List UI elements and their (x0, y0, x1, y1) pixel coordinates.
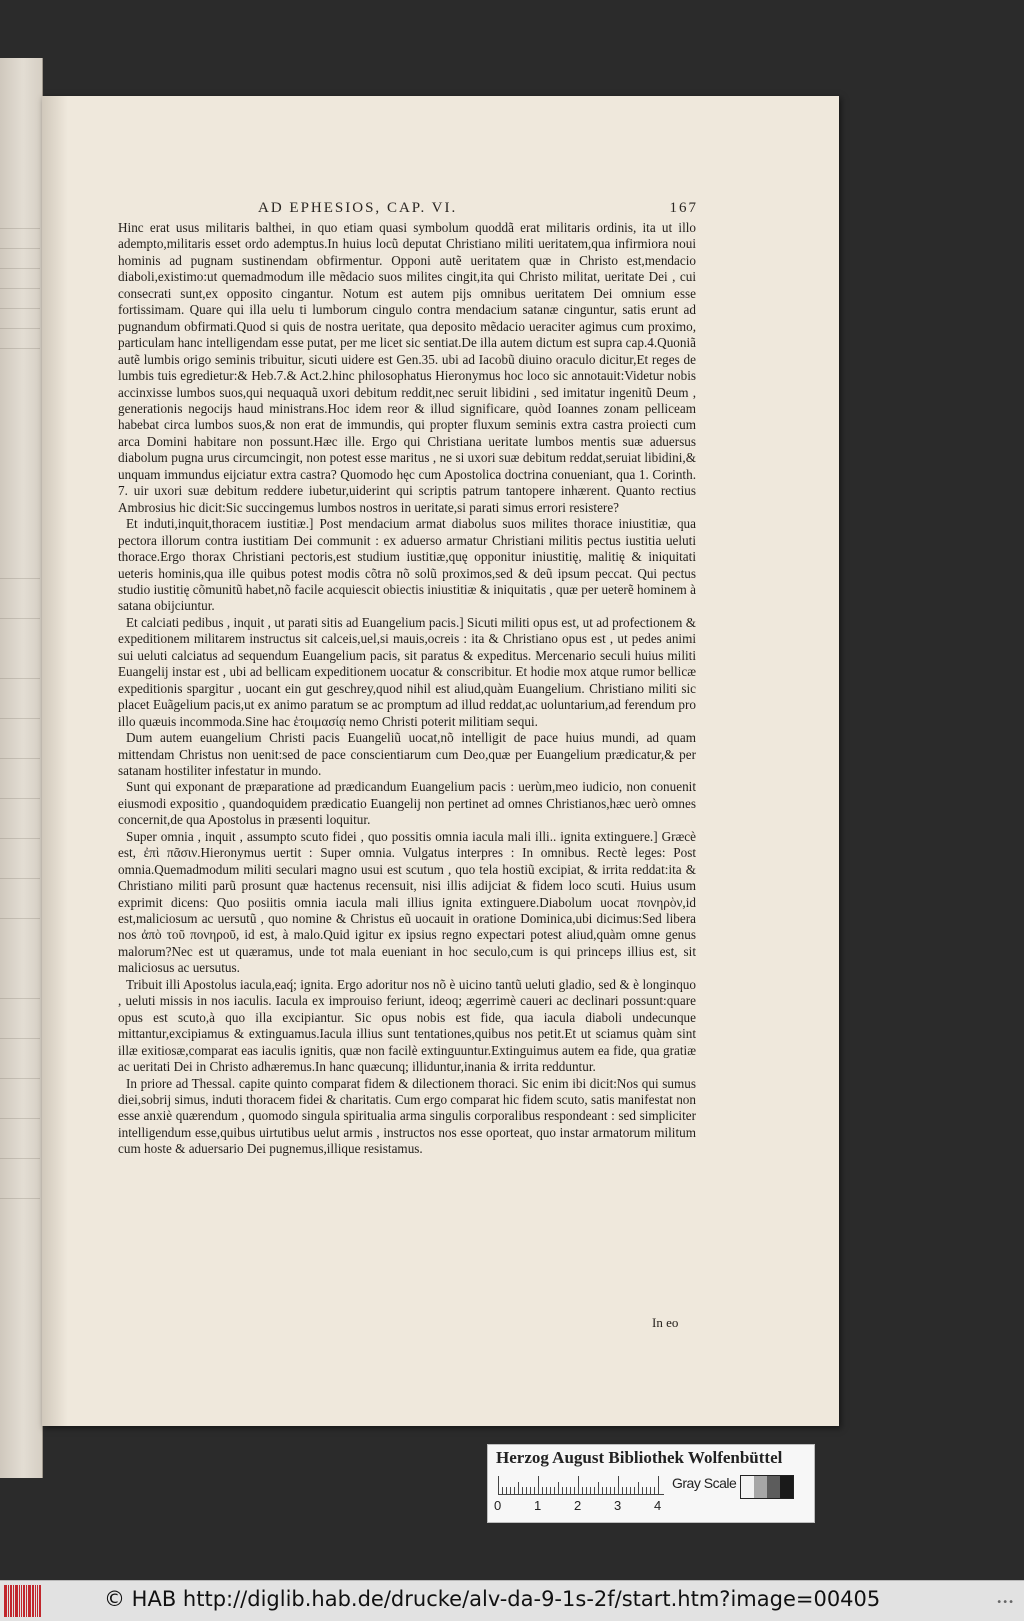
logo-bar (10, 1585, 12, 1617)
logo-bar (13, 1585, 14, 1617)
paragraph: Tribuit illi Apostolus iacula,eaq́; ignita. Ergo adoritur nos nõ è uicino tantũ ueluti gladio, sed & è longinquo , ueluti missis in nos iaculis. Iacula ex improuiso feriunt, ideoq; ægerrimè caueri ac declinari possunt:quare opus est scuto,à quo illa excipiantur. Sic opus nobis est fide, qua iacula diaboli undecunque mittantur,excipiamus & extinguamus.Iacula illius sunt tentationes,quibus nos petit.Et ut sciamus quàm sint illæ exitiosæ,comparat eas iaculis ignitis, quæ non facilè extinguuntur.Extinguimus autem ea fide, qua gratiæ ac ueritati Dei in Christo adhæremus.In hanc quæcunq; illiduntur,inania & irrita redduntur. (118, 976, 696, 1075)
running-head-chapter: CAP. VI. (386, 200, 458, 216)
ruler-tick (522, 1487, 523, 1494)
ruler-label: 0 (494, 1498, 502, 1513)
library-name: Herzog August Bibliothek Wolfenbüttel (496, 1448, 783, 1467)
ruler-tick (582, 1487, 583, 1494)
logo-bar (26, 1585, 27, 1617)
ruler-tick (654, 1487, 655, 1494)
ruler-tick (622, 1487, 623, 1494)
ruler-tick (510, 1487, 511, 1494)
gray-swatch (780, 1476, 793, 1498)
paragraph: Sunt qui exponant de præparatione ad prædicandum Euangelium pacis : uerùm,meo iudicio, non conuenit eiusmodi expositio , quandoquidem prædicatio Euangelij non pertinet ad omnes Christianos,hæc uerò omnes concernit,de qua Apostolus in præsenti loquitur. (118, 779, 696, 828)
logo-bar (15, 1585, 18, 1617)
paragraph: Hinc erat usus militaris balthei, in quo etiam quasi symbolum quoddã erat militaris ordinis, ita ut illo adempto,militaris esset ordo ademptus.In huius locũ deputat Christiano militi ueritatem,qua infirmiora noui hominis ad pugnam sustinendam obfirmentur. Opponi autẽ ueritatem quæ in Christo est,mendacio diaboli,existimo:ut quemadmodum ille mẽdacio suos milites cingit,ita qui Christo militat, ueritate Dei , cui consecrati sunt,ex opposito cingantur. Notum est autem pijs omnibus ueritatem Dei omnium esse fortissimam. Quare qui illa uelu ti lumborum cingulo contra mendacium satanæ cinguntur, satis erunt ad pugnandum obfirmati.Quod si quis de nostra ueritate, qua deposito mẽdacio ueraciter agimus cum proximo, particulam hanc intelligendam esse putat, per me licet sic sentiat.De illa autem dictum est supra cap.4.Quoniã autẽ lumbis origo seminis tribuitur, sicuti uidere est Gen.35. ubi ad Iacobũ diuino oraculo dicitur,Et reges de lumbis tuis egredietur:& Heb.7.& Act.2.hinc philosophatus Hieronymus hoc loco sic annotauit:Videtur nobis accinxisse lumbos suos,qui nequaquã uxori debitum reddit,nec seruit libidini , sed imitatur ingenitũ Deum , generationis negocijs haud ministrans.Hoc idem reor & illud significare, quòd Ioannes zonam pelliceam habebat circa lumbos suos,& non erat de immundis, qui propter fluxum seminis extra castra proiecti cum arca Domini habitare non possunt.Hæc ille. Ergo qui Christiana ueritate lumbos mentis suæ aduersus diabolum pugna urus circumcingit, non potest esse maritus , ne si uxori suæ debitum reddat,seruiat libidini,& unquam immundus eijciatur extra castra? Quomodo hęc cum Apostolica doctrina conueniant, qua 1. Corinth. 7. uir uxori suæ debitum reddere iubetur,uiderint qui scriptis patrum tantopere inhærent. Quanto rectius Ambrosius hic dicit:Sic succingemus lumbos nostros in ueritate,si parati simus errori resistere? (118, 220, 696, 515)
ruler-tick (562, 1487, 563, 1494)
ruler-tick (538, 1476, 539, 1494)
ruler-tick (526, 1487, 527, 1494)
hab-logo-icon (4, 1585, 48, 1617)
copyright-url[interactable]: © HAB http://diglib.hab.de/drucke/alv-da-9-1s-2f/start.htm?image=00405 (104, 1587, 881, 1611)
ruler-tick (574, 1487, 575, 1494)
ruler-tick (534, 1487, 535, 1494)
paragraph: Et induti,inquit,thoracem iustitiæ.] Post mendacium armat diabolus suos milites thorace iniustitiæ, qua pectora illorum contra iustitiam Dei communit : ex aduerso armatur Christiani militis pectus iustitia ueluti thorace.Ergo thorax Christiani pectoris,est studium iustitiæ,quę opponitur iniustitię, malitię & iniquitati ueteris hominis,qua ille quibus potest modis cõtra nõ solũ proximos,sed & deũ ipsum peccat. Qui pectus studio iustitię cõmunitũ habet,nõ facile acquiescit obiectis iniustitiæ & iniquitatis , quæ per ueterẽ hominem à satana obijciuntur. (118, 516, 696, 614)
running-head-title: AD EPHESIOS, (258, 200, 382, 216)
ruler-label: 3 (614, 1498, 622, 1513)
ruler-tick (658, 1476, 659, 1494)
ruler-tick (498, 1476, 499, 1494)
ruler-tick (550, 1487, 551, 1494)
ruler-tick (570, 1487, 571, 1494)
ruler-tick (634, 1487, 635, 1494)
ruler-tick (610, 1487, 611, 1494)
logo-bar (23, 1585, 25, 1617)
ruler-tick (514, 1487, 515, 1494)
ruler-tick (590, 1487, 591, 1494)
ruler-tick (546, 1487, 547, 1494)
ruler-tick (598, 1482, 599, 1494)
ruler-tick (614, 1487, 615, 1494)
logo-bar (19, 1585, 20, 1617)
ruler-tick (558, 1482, 559, 1494)
ruler-tick (638, 1482, 639, 1494)
ruler-tick (630, 1487, 631, 1494)
logo-bar (32, 1585, 34, 1617)
ruler-tick (530, 1487, 531, 1494)
gray-swatch (767, 1476, 780, 1498)
ruler-tick (554, 1487, 555, 1494)
ruler-tick (646, 1487, 647, 1494)
logo-bar (39, 1585, 41, 1617)
book-page (42, 96, 839, 1426)
ruler-label: 2 (574, 1498, 582, 1513)
catchword: In eo (652, 1315, 679, 1330)
ruler-labels (494, 1498, 674, 1514)
viewer-footer (0, 1580, 1024, 1621)
logo-bar (35, 1585, 36, 1617)
logo-bar (28, 1585, 31, 1617)
logo-bar (8, 1585, 9, 1617)
ruler-tick (586, 1487, 587, 1494)
ruler-tick (566, 1487, 567, 1494)
ruler-tick (506, 1487, 507, 1494)
ruler-tick (650, 1487, 651, 1494)
gray-swatch (741, 1476, 754, 1498)
color-reference-card (487, 1444, 815, 1523)
gray-scale-swatches (740, 1475, 794, 1499)
page-number: 167 (669, 200, 698, 216)
running-head (228, 200, 698, 217)
paragraph: Super omnia , inquit , assumpto scuto fidei , quo possitis omnia iacula mali illi.. ignita extinguere.] Græcè est, ἐπὶ πᾶσιν.Hieronymus uertit : Super omnia. Vulgatus interpres : In omnibus. Rectè leges: Post omnia.Quemadmodum militi seculari magno usui est scutum , quo tela hostiũ excipiat, & irrita reddat:ita & Christiano militi parũ prosunt quæ hactenus recensuit, nisi illis adijciat & fidem loco scuti. Huius usum exprimit dicens: Quo posiitis omnia iacula mali illius ignita extinguere.Diabolum uocat πονηρὸν,id est,maliciosum ac uersutũ , quo nomine & Christus eũ uocauit in oratione Dominica,ubi dicimus:Sed libera nos ἀπὸ τοῦ πονηροῦ, id est, à malo.Quid igitur ex ipsius regno expectari potest aliud,quàm omne genus malorum?Nec est ut quæramus, unde tot mala eueniant in hoc seculo,cum is qui princeps illius est, sit maliciosus ac uersutus. (118, 828, 696, 976)
logo-bar (37, 1585, 38, 1617)
ruler-tick (602, 1487, 603, 1494)
main-text (118, 220, 696, 1158)
paragraph: In priore ad Thessal. capite quinto comparat fidem & dilectionem thoraci. Sic enim ibi dicit:Nos qui sumus diei,sobrij simus, induti thoracem fidei & charitatis. Cum ergo comparat hic fidem scuto, satis manifestat non esse anxiè quærendum , quomodo singula spiritualia arma singulis corporalibus respondeant : sed simpliciter intelligendum esse,quibus uirtutibus uelut armis , instructos nos esse oporteat, quo instar armatorum militum cum hoste & aduersario Dei pugnemus,illique resistamus. (118, 1075, 696, 1157)
ruler-tick (594, 1487, 595, 1494)
gray-scale-label: Gray Scale (672, 1475, 737, 1491)
paragraph: Dum autem euangelium Christi pacis Euangeliũ uocat,nõ intelligit de pace huius mundi, ad quam mittendam Christus non uenit:sed de pace conscientiarum cum Deo,quæ per Euangelium prædicatur,& per satanam hostiliter infestatur in mundo. (118, 730, 696, 778)
ruler-tick (542, 1487, 543, 1494)
ruler-label: 1 (534, 1498, 542, 1513)
ruler-tick (518, 1482, 519, 1494)
more-icon[interactable]: ••• (996, 1597, 1014, 1608)
ruler-tick (606, 1487, 607, 1494)
ruler-tick (578, 1476, 579, 1494)
paragraph: Et calciati pedibus , inquit , ut parati sitis ad Euangelium pacis.] Sicuti militi opus est, ut ad profectionem & expeditionem militarem instructus sit calceis,uel,si mauis,ocreis : ita & Christiano opus est , ut pedes animi sui ueluti calciatus ad sequendum Euangelium pacis, sit paratus & expeditus. Mercenario seculi huius militi Euangelij instar est , ubi ad bellicam expeditionem uocatur & conscribitur. Et hodie mox atque rumor bellicæ expeditionis spargitur , uocant ein gut geschrey,quod nihil est aliud,quàm Euangelium. Christiano militi sic placet Euãgelium pacis,ut ex animo paratum se ac promptum ad illud reddat,ac uoluntarium,ad ferendum pro illo quæuis incommoda.Sine hac ἑτοιμασίᾳ nemo Christi poterit militiam sequi. (118, 614, 696, 729)
ruler-tick (642, 1487, 643, 1494)
previous-page-edge (0, 58, 43, 1478)
ruler-label: 4 (654, 1498, 662, 1513)
ruler-tick (502, 1487, 503, 1494)
ruler-tick (618, 1476, 619, 1494)
logo-bar (4, 1585, 7, 1617)
scale-ruler (498, 1474, 664, 1495)
logo-bar (21, 1585, 22, 1617)
gray-swatch (754, 1476, 767, 1498)
ruler-tick (626, 1487, 627, 1494)
